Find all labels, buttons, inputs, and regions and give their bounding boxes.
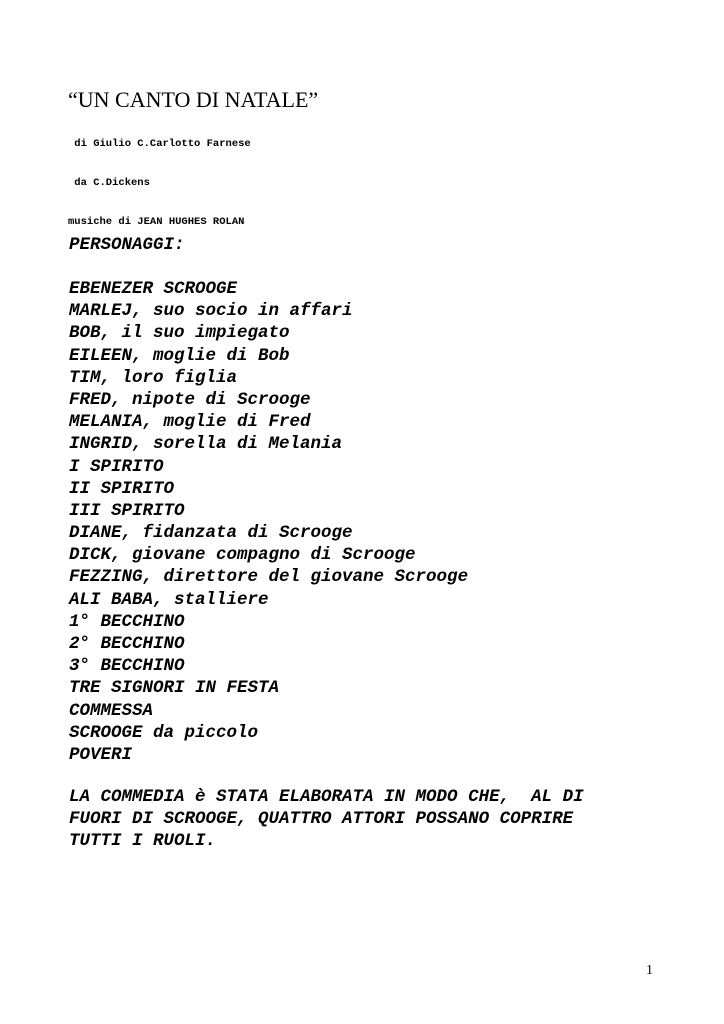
credits-block bbox=[68, 112, 251, 242]
list-item: DICK, giovane compagno di Scrooge bbox=[69, 545, 416, 566]
list-item: 2° BECCHINO bbox=[69, 634, 185, 654]
page-number: 1 bbox=[646, 963, 653, 978]
list-item: TIM, loro figlia bbox=[69, 367, 238, 388]
note-line: LA COMMEDIA è STATA ELABORATA IN MODO CHE, AL DI bbox=[69, 787, 584, 807]
list-item: MELANIA, moglie di Fred bbox=[69, 412, 311, 433]
list-item: TRE SIGNORI IN FESTA bbox=[69, 678, 280, 699]
list-item: SCROOGE da piccolo bbox=[69, 722, 259, 743]
list-item: 3° BECCHINO bbox=[69, 656, 185, 677]
list-item: I SPIRITO bbox=[69, 456, 164, 477]
music-line: musiche di JEAN HUGHES ROLAN bbox=[68, 216, 245, 228]
note-line: TUTTI I RUOLI. bbox=[69, 831, 217, 852]
list-item: INGRID, sorella di Melania bbox=[69, 434, 343, 455]
staging-note bbox=[69, 786, 669, 853]
list-item: ALI BABA, stalliere bbox=[69, 589, 269, 610]
source-line: da C.Dickens bbox=[68, 177, 150, 189]
list-item: POVERI bbox=[69, 744, 133, 765]
list-item: COMMESSA bbox=[69, 700, 154, 721]
author-line: di Giulio C.Carlotto Farnese bbox=[68, 138, 251, 150]
note-line: FUORI DI SCROOGE, QUATTRO ATTORI POSSANO COPRIRE bbox=[69, 809, 574, 830]
list-item: MARLEJ, suo socio in affari bbox=[69, 301, 353, 322]
list-item: DIANE, fidanzata di Scrooge bbox=[69, 523, 353, 544]
document-title: “UN CANTO DI NATALE” bbox=[68, 87, 319, 112]
list-item: FRED, nipote di Scrooge bbox=[69, 389, 311, 410]
list-item: EILEEN, moglie di Bob bbox=[69, 345, 290, 366]
list-item: III SPIRITO bbox=[69, 500, 185, 521]
list-item: EBENEZER SCROOGE bbox=[69, 279, 238, 299]
cast-heading: PERSONAGGI: bbox=[69, 235, 185, 255]
list-item: II SPIRITO bbox=[69, 478, 175, 499]
list-item: BOB, il suo impiegato bbox=[69, 323, 290, 344]
character-list bbox=[69, 278, 468, 766]
list-item: FEZZING, direttore del giovane Scrooge bbox=[69, 567, 469, 588]
list-item: 1° BECCHINO bbox=[69, 611, 185, 632]
